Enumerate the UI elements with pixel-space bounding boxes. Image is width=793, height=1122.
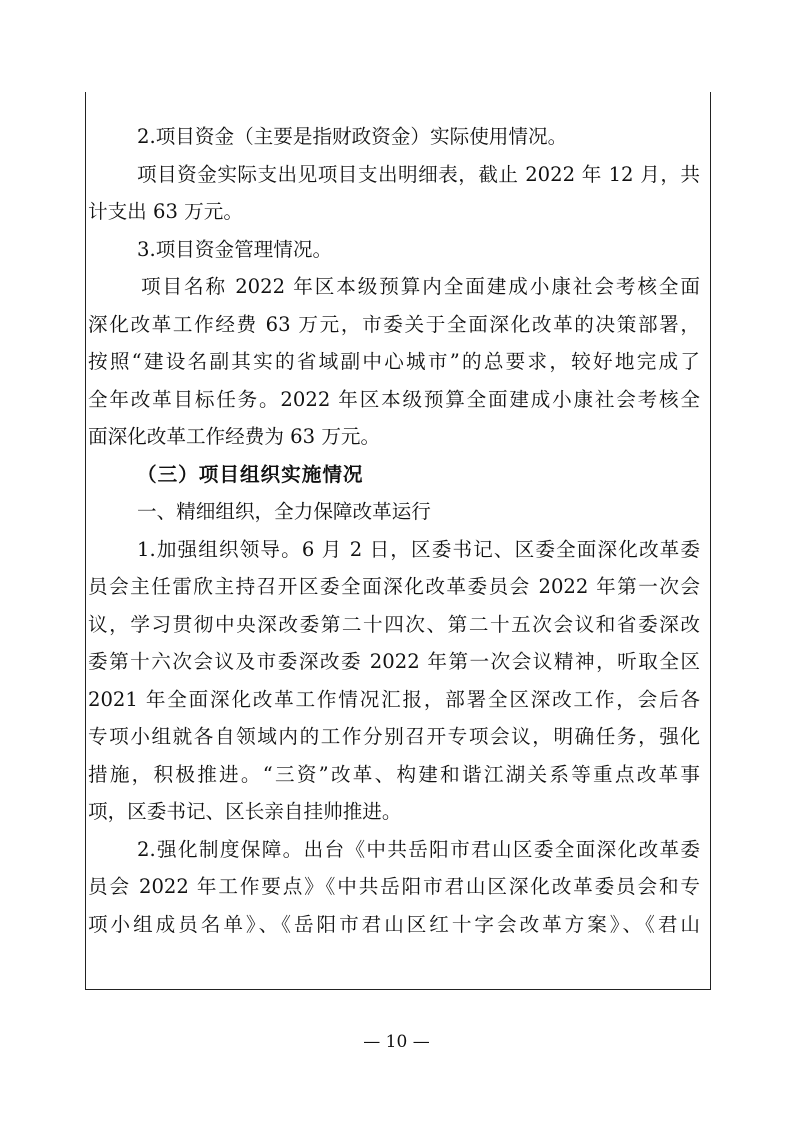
paragraph-line: 项目资金实际支出见项目支出明细表，截止 2022 年 12 月，共: [137, 162, 700, 186]
paragraph-line: 项目名称 2022 年区本级预算内全面建成小康社会考核全面: [141, 275, 700, 298]
paragraph-line: 议，学习贯彻中央深改委第二十四次、第二十五次会议和省委深改: [88, 612, 700, 636]
section-heading-implementation: （三）项目组织实施情况: [137, 462, 364, 486]
paragraph-line: 措施，积极推进。“三资”改革、构建和谐江湖关系等重点改革事: [88, 762, 700, 786]
document-frame: [85, 92, 711, 990]
subsection-heading-fund-usage: 2.项目资金（主要是指财政资金）实际使用情况。: [137, 125, 568, 148]
paragraph-line: 员会主任雷欣主持召开区委全面深化改革委员会 2022 年第一次会: [88, 575, 700, 598]
paragraph-line: 2021 年全面深化改革工作情况汇报，部署全区深改工作，会后各: [88, 687, 700, 711]
paragraph-line: 1.加强组织领导。6 月 2 日，区委书记、区委全面深化改革委: [137, 537, 700, 561]
paragraph-line: 2.强化制度保障。出台《中共岳阳市君山区委全面深化改革委: [137, 837, 700, 861]
subsection-heading-fund-management: 3.项目资金管理情况。: [137, 237, 333, 261]
paragraph-line: 项，区委书记、区长亲自挂帅推进。: [88, 800, 402, 823]
paragraph-line: 专项小组就各自领域内的工作分别召开专项会议，明确任务，强化: [88, 725, 700, 748]
paragraph-line: 委第十六次会议及市委深改委 2022 年第一次会议精神，听取全区: [88, 650, 700, 673]
paragraph-line: 深化改革工作经费 63 万元，市委关于全面深化改革的决策部署，: [88, 312, 700, 336]
paragraph-line: 按照“建设名副其实的省域副中心城市”的总要求，较好地完成了: [88, 350, 700, 373]
paragraph-line: 面深化改革工作经费为 63 万元。: [88, 425, 381, 448]
document-body: [86, 118, 710, 943]
paragraph-line: 全年改革目标任务。2022 年区本级预算全面建成小康社会考核全: [88, 387, 700, 411]
paragraph-line: 计支出 63 万元。: [88, 200, 243, 223]
page-number: — 10 —: [363, 1032, 430, 1052]
paragraph-line: 员会 2022 年工作要点》《中共岳阳市君山区深化改革委员会和专: [88, 875, 700, 898]
subsection-heading-organization: 一、精细组织，全力保障改革运行: [137, 500, 431, 523]
paragraph-line: 项小组成员名单》、《岳阳市君山区红十字会改革方案》、《君山: [88, 912, 700, 936]
